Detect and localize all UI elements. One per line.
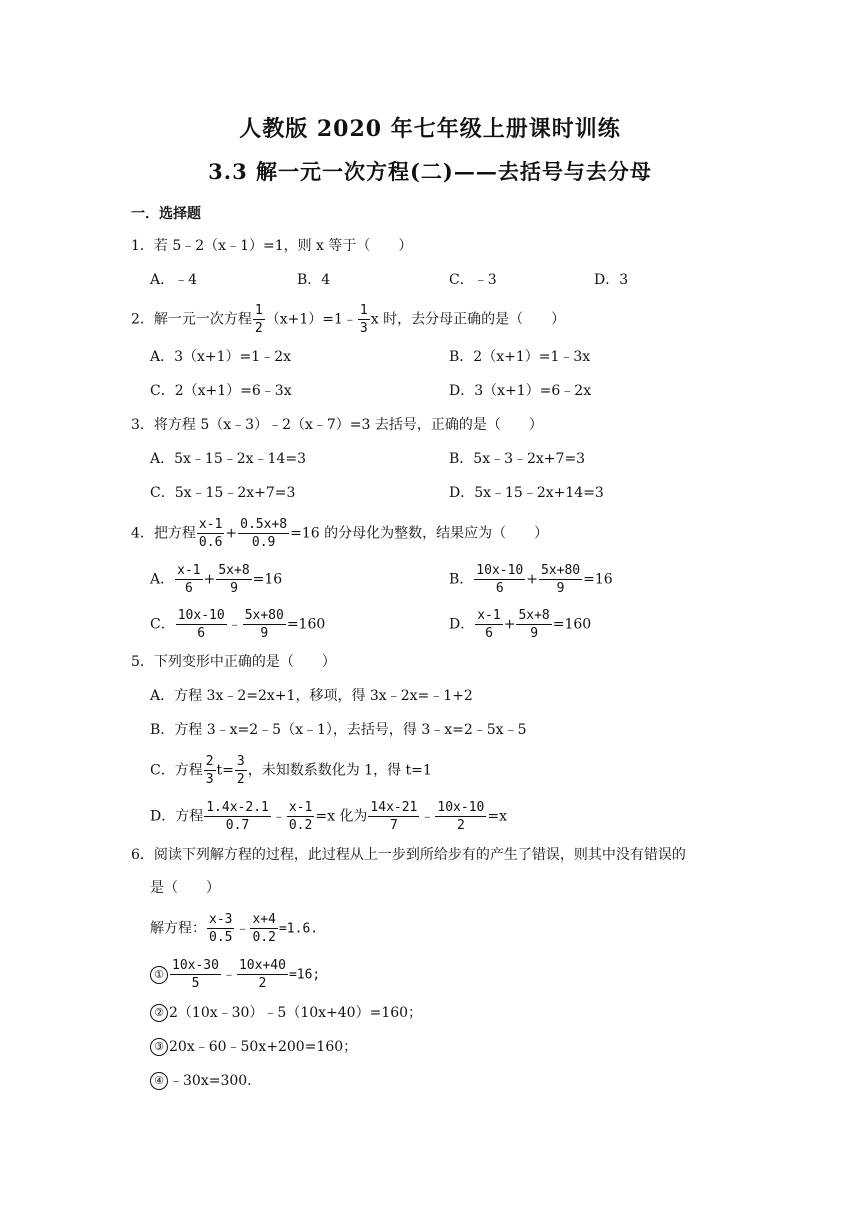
q4-b-f1-denominator: 6 (495, 581, 504, 596)
q5-c-f1-denominator: 3 (205, 772, 214, 787)
q4-c-f2-denominator: 9 (260, 626, 269, 641)
step-2-text: 2（10x﹣30）﹣5（10x+40）=160； (169, 1005, 423, 1021)
q6-f2-denominator: 0.2 (252, 930, 276, 945)
q2-f2-numerator: 1 (359, 303, 368, 318)
q4-a-fraction-1 (175, 564, 202, 595)
q6-f2-numerator: x+4 (252, 912, 276, 927)
question-6-stem-line-2: 是（ ） (150, 880, 220, 896)
question-6-equation (150, 913, 318, 944)
q4-c-suffix: =160 (286, 616, 326, 633)
question-2-option-d: D．3（x+1）=6﹣2x (449, 383, 592, 399)
q6-f1-numerator: x-3 (209, 912, 233, 927)
q5-c-f1-numerator: 2 (205, 754, 214, 769)
q4-d-fraction-1 (475, 609, 502, 640)
step-4-text: ﹣30x=300. (169, 1073, 252, 1089)
question-3-option-a: A．5x﹣15﹣2x﹣14=3 (150, 451, 306, 467)
question-3-option-d: D．5x﹣15﹣2x+14=3 (449, 485, 604, 501)
step-1-f1-numerator: 10x-30 (172, 958, 219, 973)
q5-d-f4-denominator: 2 (456, 818, 465, 833)
q4-b-fraction-1 (474, 564, 525, 595)
question-5-stem: 5．下列变形中正确的是（ ） (131, 654, 336, 670)
question-1-option-b: B．4 (297, 272, 331, 288)
question-2-option-c: C．2（x+1）=6﹣3x (150, 383, 292, 399)
q4-d-f2-denominator: 9 (530, 626, 539, 641)
q4-c-fraction-2 (243, 609, 286, 640)
step-4-marker: ④ (150, 1072, 168, 1090)
q4-c-f1-numerator: 10x-10 (177, 608, 225, 623)
question-1-option-d: D．3 (594, 272, 629, 288)
q2-fraction-2 (358, 304, 370, 335)
q4-a-f2-numerator: 5x+8 (218, 563, 250, 578)
q4-f2-denominator: 0.9 (251, 535, 276, 550)
q2-f1-denominator: 2 (254, 321, 263, 336)
q5-d-operator: ﹣ (271, 808, 286, 825)
q5-d-prefix: D．方程 (150, 808, 204, 825)
q4-c-f2-numerator: 5x+80 (244, 608, 284, 623)
q4-suffix: =16 的分母化为整数，结果应为（ ） (290, 525, 549, 542)
q4-a-f1-denominator: 6 (184, 581, 193, 596)
q4-prefix: 4．把方程 (131, 525, 196, 542)
q6-suffix: =1.6. (278, 921, 319, 937)
q5-d-fraction-2 (287, 801, 314, 832)
question-4-option-a (150, 564, 282, 595)
q4-a-label: A． (150, 571, 175, 588)
q4-d-f1-numerator: x-1 (477, 608, 501, 623)
q5-d-middle: =x 化为 (315, 808, 368, 825)
question-6-step-3 (150, 1037, 357, 1057)
question-3-option-c: C．5x﹣15﹣2x+7=3 (150, 485, 296, 501)
step-1-operator: ﹣ (221, 966, 236, 983)
q4-d-f1-denominator: 6 (485, 626, 493, 641)
q4-d-suffix: =160 (552, 616, 592, 633)
step-1-marker: ① (150, 966, 168, 984)
step-1-suffix: =16; (288, 967, 321, 983)
q5-d-fraction-3 (368, 801, 419, 832)
question-4-stem (131, 518, 548, 549)
question-2-stem (131, 304, 565, 335)
q4-b-f1-numerator: 10x-10 (476, 563, 524, 578)
q4-b-f2-numerator: 5x+80 (541, 563, 581, 578)
q2-fraction-1 (253, 304, 265, 335)
q4-a-suffix: =16 (252, 571, 283, 588)
question-5-option-a: A．方程 3x﹣2=2x+1，移项，得 3x﹣2x=﹣1+2 (150, 688, 473, 704)
step-1-f1-denominator: 5 (191, 976, 200, 991)
q4-b-fraction-2 (539, 564, 582, 595)
section-heading: 一．选择题 (131, 206, 201, 222)
q4-f1-denominator: 0.6 (198, 535, 223, 550)
question-6-step-4 (150, 1071, 252, 1091)
q4-fraction-1 (197, 518, 224, 549)
q6-operator: ﹣ (235, 920, 250, 937)
q4-d-fraction-2 (516, 609, 551, 640)
q2-f2-denominator: 3 (359, 321, 368, 336)
q4-c-label: C． (150, 616, 175, 633)
question-2-option-b: B．2（x+1）=1﹣3x (449, 349, 591, 365)
question-1-option-a: A．﹣4 (150, 272, 198, 288)
question-3-option-b: B．5x﹣3﹣2x+7=3 (449, 451, 586, 467)
step-1-f2-numerator: 10x+40 (238, 958, 286, 973)
q4-b-operator: + (526, 571, 538, 588)
q5-c-prefix: C．方程 (150, 762, 203, 779)
question-5-option-d (150, 801, 507, 832)
q4-d-f2-numerator: 5x+8 (518, 608, 550, 623)
document-subtitle: 3.3 解一元一次方程(二)——去括号与去分母 (208, 159, 652, 184)
q2-suffix: x 时，去分母正确的是（ ） (370, 311, 566, 328)
q4-b-label: B． (449, 571, 474, 588)
question-4-option-c (150, 609, 325, 640)
q5-d-operator-2: ﹣ (420, 808, 435, 825)
q4-b-suffix: =16 (583, 571, 613, 588)
q5-d-fraction-4 (435, 801, 486, 832)
question-4-option-d (449, 609, 591, 640)
step-1-fraction-1 (170, 959, 221, 990)
step-1-f2-denominator: 2 (258, 976, 267, 991)
q4-b-f2-denominator: 9 (556, 581, 565, 596)
q5-d-f4-numerator: 10x-10 (437, 800, 485, 815)
q4-c-fraction-1 (176, 609, 227, 640)
q4-f2-numerator: 0.5x+8 (240, 517, 288, 532)
question-5-option-b: B．方程 3﹣x=2﹣5（x﹣1），去括号，得 3﹣x=2﹣5x﹣5 (150, 722, 527, 738)
q5-c-f2-denominator: 2 (236, 772, 245, 787)
question-2-option-a: A．3（x+1）=1﹣2x (150, 349, 291, 365)
step-3-marker: ③ (150, 1038, 168, 1056)
step-1-fraction-2 (237, 959, 288, 990)
q2-prefix: 2．解一元一次方程 (131, 311, 252, 328)
q4-a-fraction-2 (216, 564, 251, 595)
q5-d-f2-numerator: x-1 (288, 800, 313, 815)
question-5-option-c (150, 755, 432, 786)
q4-c-operator: ﹣ (227, 616, 242, 633)
q5-c-middle: t= (216, 762, 234, 779)
question-1-option-c: C．﹣3 (449, 272, 497, 288)
q5-d-suffix: =x (487, 808, 507, 825)
q5-c-suffix: ，未知数系数化为 1，得 t=1 (247, 762, 432, 779)
q4-f1-numerator: x-1 (198, 517, 223, 532)
step-3-text: 20x﹣60﹣50x+200=160； (169, 1039, 358, 1055)
question-6-step-2 (150, 1003, 422, 1023)
q4-d-operator: + (503, 616, 516, 633)
q6-f1-denominator: 0.5 (209, 930, 233, 945)
q4-a-f2-denominator: 9 (230, 581, 238, 596)
q4-operator: + (225, 525, 238, 542)
q4-a-operator: + (203, 571, 216, 588)
step-2-marker: ② (150, 1004, 168, 1022)
q5-d-f3-denominator: 7 (389, 818, 398, 833)
q5-d-fraction-1 (204, 801, 271, 832)
q6-fraction-1 (207, 913, 234, 944)
q5-c-fraction-2 (235, 755, 247, 786)
document-title: 人教版 2020 年七年级上册课时训练 (239, 116, 621, 142)
q4-c-f1-denominator: 6 (197, 626, 206, 641)
q6-solve-prefix: 解方程： (150, 920, 206, 937)
q5-d-f1-denominator: 0.7 (225, 818, 250, 833)
question-3-stem: 3．将方程 5（x﹣3）﹣2（x﹣7）=3 去括号，正确的是（ ） (131, 417, 543, 433)
q6-fraction-2 (250, 913, 277, 944)
q4-a-f1-numerator: x-1 (177, 563, 201, 578)
question-6-stem-line-1: 6．阅读下列解方程的过程，此过程从上一步到所给步有的产生了错误，则其中没有错误的 (131, 847, 686, 863)
q2-f1-numerator: 1 (254, 303, 263, 318)
q5-d-f2-denominator: 0.2 (288, 818, 313, 833)
question-4-option-b (449, 564, 613, 595)
q4-fraction-2 (238, 518, 289, 549)
question-1-stem: 1．若 5﹣2（x﹣1）=1，则 x 等于（ ） (131, 238, 413, 254)
q4-d-label: D． (449, 616, 475, 633)
q5-c-fraction-1 (204, 755, 216, 786)
q5-d-f3-numerator: 14x-21 (370, 800, 418, 815)
question-6-step-1 (150, 959, 320, 990)
q5-d-f1-numerator: 1.4x-2.1 (206, 800, 269, 815)
q2-middle: （x+1）=1﹣ (265, 311, 357, 328)
q5-c-f2-numerator: 3 (236, 754, 245, 769)
